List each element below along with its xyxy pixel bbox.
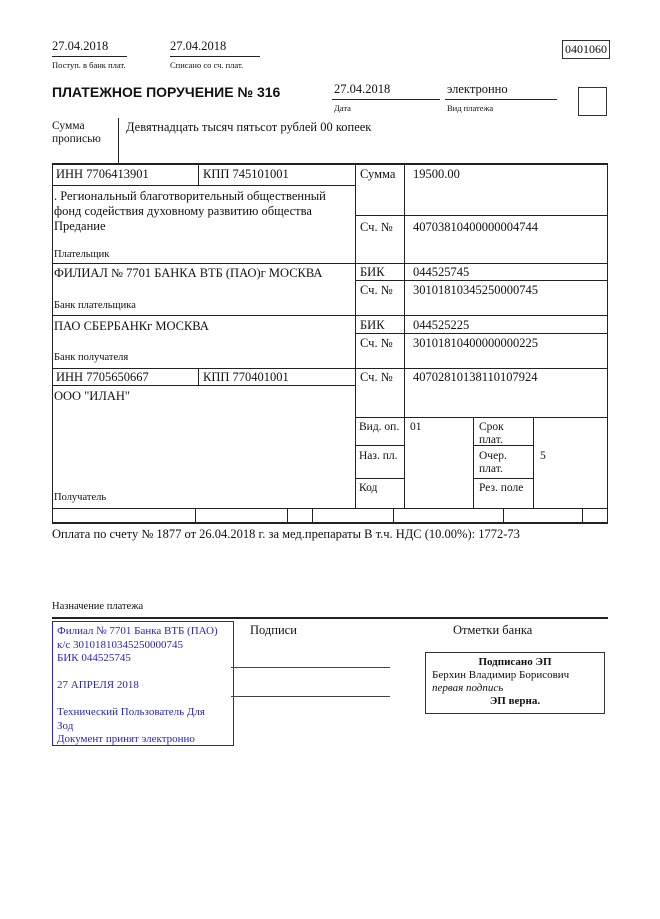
row-line-payerbank (52, 315, 608, 316)
payment-kind-underline (445, 99, 557, 100)
row-line-bik2 (355, 333, 608, 334)
payer-bank-bik-label: БИК (360, 265, 385, 279)
payer-account-value: 40703810400000004744 (413, 220, 538, 234)
payee-account-value: 40702810138110107924 (413, 370, 538, 384)
row-line-inn1 (52, 185, 355, 186)
coded-row-div1 (195, 508, 196, 522)
amount-label: Сумма (360, 167, 396, 181)
payer-kpp: КПП 745101001 (203, 167, 289, 181)
due-date-label: Срок плат. (479, 421, 504, 446)
stamp-line: 27 АПРЕЛЯ 2018 (57, 679, 139, 691)
coded-row-div3 (312, 508, 313, 522)
op-type-value: 01 (410, 421, 422, 433)
debited-date: 27.04.2018 (170, 39, 227, 53)
payment-kind-label: Вид платежа (447, 103, 494, 113)
stamp-line: Филиал № 7701 Банка ВТБ (ПАО) (57, 625, 218, 637)
document-date: 27.04.2018 (334, 82, 391, 96)
debited-date-underline (170, 56, 260, 57)
purpose-code-label: Наз. пл. (359, 450, 398, 462)
signature-line-1 (231, 667, 390, 668)
bank-marks-label: Отметки банка (453, 623, 533, 637)
payer-bank-label: Банк плательщика (54, 300, 136, 311)
bank-electronic-stamp (52, 621, 234, 746)
reserve-field-label: Рез. поле (479, 482, 524, 494)
coded-row-div5 (503, 508, 504, 522)
received-in-bank-date: 27.04.2018 (52, 39, 109, 53)
payee-kpp: КПП 770401001 (203, 370, 289, 384)
payer-name-line1: . Региональный благотворительный общественный (54, 189, 326, 203)
payer-name-line2: фонд содействия духовному развитию общества (54, 204, 312, 218)
payer-account-label: Сч. № (360, 220, 393, 234)
payee-label: Получатель (54, 492, 107, 503)
row-line-bik1 (355, 280, 608, 281)
table-bottom-border (52, 522, 608, 524)
payee-name: ООО "ИЛАН" (54, 389, 130, 403)
stamp-line: БИК 044525745 (57, 652, 131, 664)
payer-bank-account-label: Сч. № (360, 283, 393, 297)
stamp-line: к/с 30101810345250000745 (57, 638, 184, 651)
payee-bank-name: ПАО СБЕРБАНКг МОСКВА (54, 319, 209, 333)
payee-bank-account-label: Сч. № (360, 336, 393, 350)
op-type-label: Вид. оп. (359, 421, 400, 433)
signer-name: Берхин Владимир Борисович (432, 669, 570, 681)
coded-row-div4 (393, 508, 394, 522)
stamp-line (57, 666, 229, 680)
row-line-payeebank (52, 368, 608, 369)
payee-bank-label: Банк получателя (54, 352, 129, 363)
payee-bank-account-value: 30101810400000000225 (413, 336, 538, 350)
payer-bank-account-value: 30101810345250000745 (413, 283, 538, 297)
signed-ep-stamp (425, 652, 605, 714)
payment-purpose-label: Назначение платежа (52, 601, 144, 612)
code-label: Код (359, 482, 378, 494)
signatures-label: Подписи (250, 623, 297, 637)
date-label: Дата (334, 103, 351, 113)
payer-inn: ИНН 7706413901 (56, 167, 149, 181)
stamp-line: Документ принят электронно (57, 733, 195, 745)
payer-name-line3: Предание (54, 219, 106, 233)
minitable-row2b (473, 478, 533, 479)
payee-inn: ИНН 7705650667 (56, 370, 149, 384)
signature-line-2 (231, 696, 390, 697)
first-signature-note: первая подпись (432, 682, 504, 694)
coded-row-top (52, 508, 608, 509)
table-left-border (52, 163, 53, 522)
ep-valid-note: ЭП верна. (489, 695, 541, 707)
coded-row-div6 (582, 508, 583, 522)
debited-label: Списано со сч. плат. (170, 60, 244, 70)
table-right-border (607, 163, 608, 522)
payer-bank-bik-value: 044525745 (413, 265, 470, 279)
payee-account-label: Сч. № (360, 370, 393, 384)
status-checkbox (578, 87, 607, 116)
table-top-border (52, 163, 608, 165)
stamp-line: Зод (57, 719, 74, 732)
amount-in-words-label: Сумма прописью (52, 120, 101, 145)
stamp-line: Технический Пользователь Для (57, 706, 205, 718)
row-line-inn2 (52, 385, 355, 386)
payee-bank-bik-value: 044525225 (413, 318, 470, 332)
amount-in-words-divider (118, 118, 119, 163)
row-line-payer (52, 263, 608, 264)
amount-value: 19500.00 (413, 167, 460, 181)
minitable-row2a (355, 478, 404, 479)
date-underline (332, 99, 440, 100)
priority-label: Очер. плат. (479, 450, 507, 475)
payer-bank-name: ФИЛИАЛ № 7701 БАНКА ВТБ (ПАО)г МОСКВА (54, 266, 323, 280)
purpose-bottom-line (52, 617, 608, 619)
payee-bank-bik-label: БИК (360, 318, 385, 332)
document-title: ПЛАТЕЖНОЕ ПОРУЧЕНИЕ № 316 (52, 84, 281, 100)
minitable-col2 (533, 417, 534, 508)
priority-value: 5 (540, 450, 546, 462)
payment-kind-value: электронно (447, 82, 508, 96)
signed-ep-title: Подписано ЭП (478, 656, 552, 668)
received-date-underline (52, 56, 127, 57)
payment-purpose-text: Оплата по счету № 1877 от 26.04.2018 г. за мед.препараты В т.ч. НДС (10.00%): 1772-73 (52, 527, 520, 541)
inn-kpp-divider-2 (198, 368, 199, 385)
minitable-col1 (473, 417, 474, 508)
coded-row-div2 (287, 508, 288, 522)
minitable-row1a (355, 445, 404, 446)
payer-label: Плательщик (54, 249, 110, 260)
inn-kpp-divider-1 (198, 163, 199, 185)
row-line-amount (355, 215, 608, 216)
stamp-line (57, 693, 229, 707)
form-code-box: 0401060 (562, 40, 610, 59)
amount-in-words-value: Девятнадцать тысяч пятьсот рублей 00 копеек (126, 120, 372, 134)
received-in-bank-label: Поступ. в банк плат. (52, 60, 126, 70)
minitable-top (355, 417, 608, 418)
